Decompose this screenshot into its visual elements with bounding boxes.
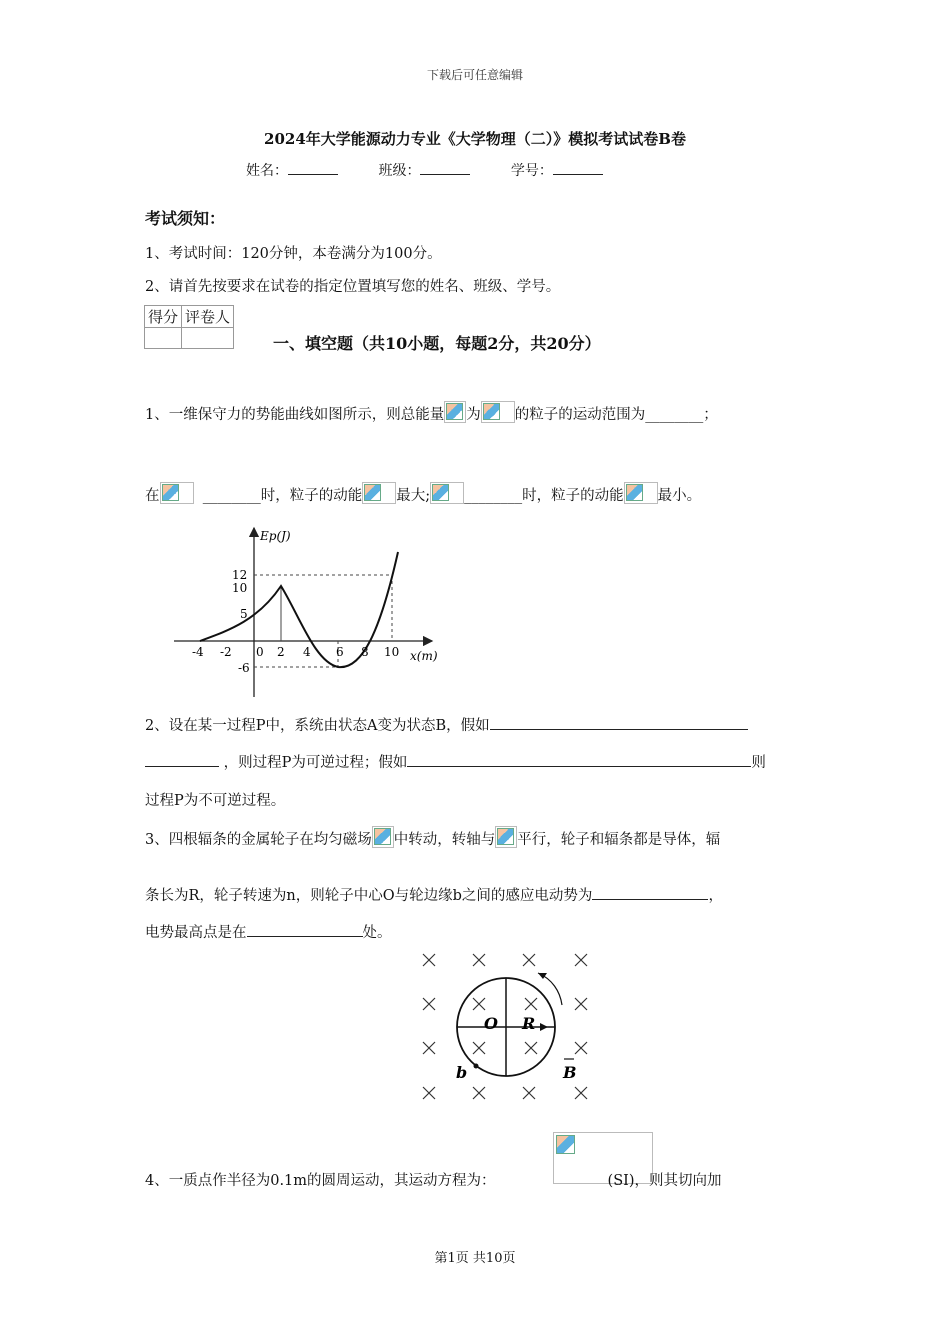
formula-image-icon [495,826,517,848]
x-tick: -4 [192,645,204,659]
point-b [474,1064,479,1069]
formula-image-icon [556,1135,575,1154]
grader-cell[interactable] [182,328,234,349]
rotation-arrow [538,973,562,1005]
formula-image-icon [444,401,466,423]
formula-image-icon [372,826,394,848]
x-tick: 2 [277,645,285,659]
x-tick: -2 [220,645,232,659]
label-field-b: B [563,1063,577,1082]
notice-item: 2、请首先按要求在试卷的指定位置填写您的姓名、班级、学号。 [145,279,561,295]
score-table [144,305,234,349]
q3-line3: 电势最高点是在 处。 [145,925,392,941]
header-note: 下载后可任意编辑 [426,68,523,82]
y-tick: 10 [232,581,248,595]
score-cell[interactable] [145,328,182,349]
formula-image-icon [624,482,658,504]
formula-image-icon [430,482,464,504]
notice-item: 1、考试时间：120分钟，本卷满分为100分。 [145,246,442,262]
x-tick: 6 [336,645,344,659]
grader-header: 评卷人 [182,306,234,328]
section-heading: 一、填空题（共10小题，每题2分，共20分） [273,334,601,353]
x-tick: 0 [256,645,264,659]
label-o: O [484,1014,498,1033]
radius-arrow [540,1023,548,1031]
score-header: 得分 [145,306,182,328]
q1-line2: 在 ________时，粒子的动能 最大; ________时，粒子的动能 最小。 [145,482,701,505]
y-tick: 5 [240,607,248,621]
y-axis-label: Ep(J) [260,529,291,543]
formula-image-icon [362,482,396,504]
student-fields [246,160,639,180]
page-footer: 第1页 共10页 [434,1251,516,1266]
id-field[interactable]: 学号： [511,160,603,180]
formula-image-icon [160,482,194,504]
q2-line2: ，则过程P为可逆过程；假如 则 [145,751,766,772]
q2-line3: 过程P为不可逆过程。 [145,793,286,809]
label-r: R [522,1014,536,1033]
potential-energy-graph [170,522,450,702]
page-title: 2024年大学能源动力专业《大学物理（二）》模拟考试试卷B卷 [264,130,686,148]
x-tick: 8 [361,645,369,659]
q1-line1: 1、一维保守力的势能曲线如图所示，则总能量 为 的粒子的运动范围为________； [145,401,718,424]
notice-heading: 考试须知： [145,209,226,228]
x-tick: 4 [303,645,311,659]
x-axis-label: x(m) [410,649,438,663]
y-tick: -6 [238,661,250,675]
wheel-magnetic-field-diagram [410,945,610,1110]
q3-line1: 3、四根辐条的金属轮子在均匀磁场 中转动，转轴与 平行，轮子和辐条都是导体，辐 [145,826,720,849]
label-b: b [456,1063,468,1082]
q3-line2: 条长为R，轮子转速为n，则轮子中心O与轮边缘b之间的感应电动势为 ， [145,888,723,904]
q2-line1: 2、设在某一过程P中，系统由状态A变为状态B，假如 [145,714,748,735]
class-field[interactable]: 班级： [378,160,470,180]
y-tick: 12 [232,568,248,582]
x-tick: 10 [384,645,400,659]
name-field[interactable]: 姓名： [246,160,338,180]
q4-line1: 4、一质点作半径为0.1m的圆周运动，其运动方程为： (SI)，则其切向加 [145,1173,722,1189]
formula-image-icon [481,401,515,423]
